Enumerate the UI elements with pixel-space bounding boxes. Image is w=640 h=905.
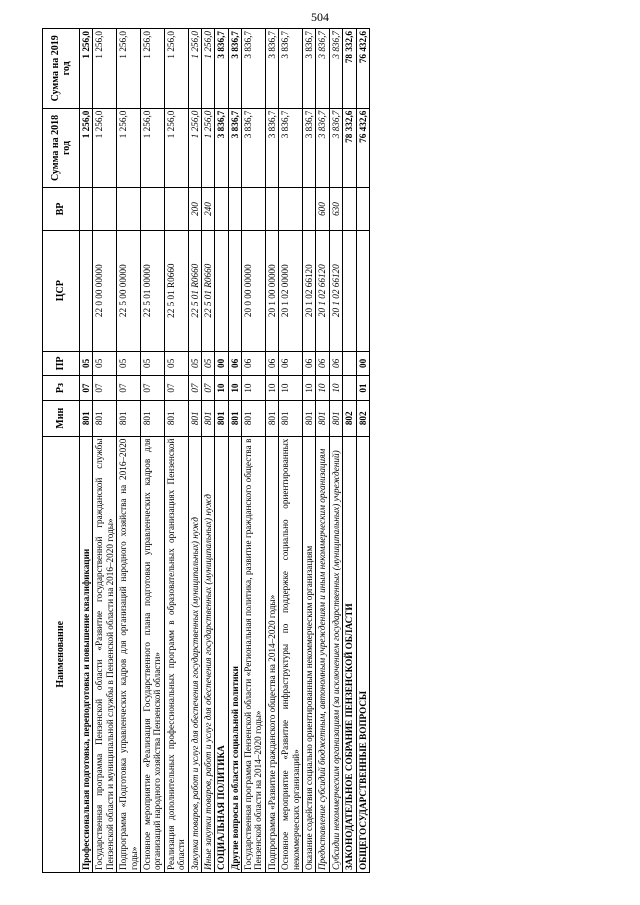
row-sum-2018: 1 256,0 — [164, 108, 188, 188]
row-sum-2018: 76 432,6 — [356, 108, 369, 188]
row-name: Государственная программа Пензенской области «Развитие государственной гражданской службы Пензенской области и муниципальной службы в Пензенской области на 2016–2020 годы» — [93, 436, 117, 872]
row-pr: 06 — [279, 351, 303, 376]
row-csr — [343, 230, 356, 351]
row-csr — [356, 230, 369, 351]
row-pr: 05 — [140, 351, 164, 376]
header-min: Мин — [43, 400, 80, 436]
row-pr: 05 — [80, 351, 93, 376]
table-row — [265, 29, 278, 873]
row-sum-2019: 3 836,7 — [316, 29, 329, 109]
table-body — [80, 29, 370, 873]
row-sum-2019: 1 256,0 — [201, 29, 214, 109]
row-min: 801 — [242, 400, 266, 436]
row-vr — [140, 188, 164, 231]
table-row — [117, 29, 141, 873]
row-sum-2019: 1 256,0 — [117, 29, 141, 109]
row-csr: 20 1 02 66120 — [303, 230, 316, 351]
header-row — [43, 29, 80, 873]
row-min: 801 — [215, 400, 228, 436]
row-sum-2018: 3 836,7 — [303, 108, 316, 188]
row-rz: 10 — [228, 376, 241, 401]
row-pr: 06 — [329, 351, 342, 376]
row-csr — [80, 230, 93, 351]
row-rz: 07 — [93, 376, 117, 401]
row-rz: 10 — [329, 376, 342, 401]
row-name: Иные закупки товаров, работ и услуг для обеспечения государственных (муниципальных) нужд — [201, 436, 214, 872]
row-sum-2018: 1 256,0 — [201, 108, 214, 188]
row-pr: 06 — [242, 351, 266, 376]
row-min: 801 — [303, 400, 316, 436]
row-csr: 20 1 00 00000 — [265, 230, 278, 351]
table-row — [80, 29, 93, 873]
row-sum-2018: 1 256,0 — [93, 108, 117, 188]
page-number: 504 — [311, 10, 329, 24]
row-sum-2019: 3 836,7 — [329, 29, 342, 109]
row-rz: 07 — [164, 376, 188, 401]
row-rz — [343, 376, 356, 401]
row-csr: 20 1 02 66120 — [329, 230, 342, 351]
row-rz: 10 — [215, 376, 228, 401]
row-vr — [279, 188, 303, 231]
row-sum-2019: 3 836,7 — [215, 29, 228, 109]
row-vr — [356, 188, 369, 231]
row-min: 801 — [316, 400, 329, 436]
table-row — [93, 29, 117, 873]
row-min: 801 — [279, 400, 303, 436]
row-pr: 06 — [228, 351, 241, 376]
row-sum-2018: 1 256,0 — [140, 108, 164, 188]
row-sum-2019: 78 332,6 — [343, 29, 356, 109]
row-sum-2018: 3 836,7 — [265, 108, 278, 188]
row-csr: 22 5 01 R0660 — [188, 230, 201, 351]
row-rz: 01 — [356, 376, 369, 401]
row-min: 801 — [329, 400, 342, 436]
row-sum-2019: 1 256,0 — [93, 29, 117, 109]
table-row — [303, 29, 316, 873]
row-sum-2018: 3 836,7 — [228, 108, 241, 188]
row-pr: 05 — [93, 351, 117, 376]
row-rz: 10 — [316, 376, 329, 401]
row-pr: 05 — [164, 351, 188, 376]
row-rz: 10 — [242, 376, 266, 401]
row-pr: 06 — [265, 351, 278, 376]
row-sum-2019: 76 432,6 — [356, 29, 369, 109]
row-vr — [164, 188, 188, 231]
row-csr — [215, 230, 228, 351]
row-name: Реализация дополнительных профессиональных программ в образовательных организациях Пензенской области — [164, 436, 188, 872]
row-sum-2018: 3 836,7 — [316, 108, 329, 188]
row-csr: 22 5 01 R0660 — [164, 230, 188, 351]
row-sum-2019: 1 256,0 — [140, 29, 164, 109]
row-name: Основное мероприятие «Реализация Государственного плана подготовки управленческих кадров для организаций народного хозяйства Пензенской области» — [140, 436, 164, 872]
row-pr: 00 — [356, 351, 369, 376]
row-pr: 06 — [303, 351, 316, 376]
row-sum-2018: 1 256,0 — [117, 108, 141, 188]
row-min: 802 — [356, 400, 369, 436]
row-csr: 20 0 00 00000 — [242, 230, 266, 351]
row-rz: 07 — [140, 376, 164, 401]
row-vr — [228, 188, 241, 231]
row-sum-2019: 1 256,0 — [164, 29, 188, 109]
header-vr: ВР — [43, 188, 80, 231]
row-pr: 06 — [316, 351, 329, 376]
row-csr: 20 1 02 00000 — [279, 230, 303, 351]
row-vr — [117, 188, 141, 231]
row-csr — [228, 230, 241, 351]
row-rz: 07 — [80, 376, 93, 401]
row-pr: 05 — [188, 351, 201, 376]
row-sum-2019: 1 256,0 — [188, 29, 201, 109]
row-name: Подпрограмма «Подготовка управленческих кадров для организаций народного хозяйства на 2016–2020 годы» — [117, 436, 141, 872]
row-vr: 240 — [201, 188, 214, 231]
row-vr — [343, 188, 356, 231]
row-rz: 07 — [201, 376, 214, 401]
row-name: Подпрограмма «Развитие гражданского общества на 2014–2020 годы» — [265, 436, 278, 872]
row-sum-2018: 3 836,7 — [242, 108, 266, 188]
table-row — [188, 29, 201, 873]
row-min: 801 — [265, 400, 278, 436]
row-name: Основное мероприятие «Развитие инфраструктуры по поддержке социально ориентированных некоммерческих организаций» — [279, 436, 303, 872]
table-row — [279, 29, 303, 873]
row-vr: 630 — [329, 188, 342, 231]
row-sum-2018: 78 332,6 — [343, 108, 356, 188]
header-csr: ЦСР — [43, 230, 80, 351]
header-sum-2019: Сумма на 2019 год — [43, 29, 80, 109]
row-name: ЗАКОНОДАТЕЛЬНОЕ СОБРАНИЕ ПЕНЗЕНСКОЙ ОБЛАСТИ — [343, 436, 356, 872]
row-rz: 07 — [117, 376, 141, 401]
table-row — [164, 29, 188, 873]
row-csr: 22 0 00 00000 — [93, 230, 117, 351]
row-min: 801 — [93, 400, 117, 436]
row-sum-2018: 1 256,0 — [188, 108, 201, 188]
table-row — [228, 29, 241, 873]
row-min: 801 — [80, 400, 93, 436]
row-name: Профессиональная подготовка, переподготовка и повышение квалификации — [80, 436, 93, 872]
row-name: Государственная программа Пензенской области «Региональная политика, развитие гражданского общества в Пензенской области на 2014–2020 годы» — [242, 436, 266, 872]
row-pr: 05 — [117, 351, 141, 376]
row-pr — [343, 351, 356, 376]
row-pr: 05 — [201, 351, 214, 376]
row-name: СОЦИАЛЬНАЯ ПОЛИТИКА — [215, 436, 228, 872]
row-vr — [303, 188, 316, 231]
table-row — [329, 29, 342, 873]
row-rz: 07 — [188, 376, 201, 401]
table-row — [343, 29, 356, 873]
row-min: 801 — [201, 400, 214, 436]
table-row — [140, 29, 164, 873]
row-sum-2019: 3 836,7 — [265, 29, 278, 109]
row-sum-2018: 3 836,7 — [215, 108, 228, 188]
row-vr — [80, 188, 93, 231]
row-csr: 20 1 02 66120 — [316, 230, 329, 351]
row-csr: 22 5 01 R0660 — [201, 230, 214, 351]
header-rz: Рз — [43, 376, 80, 401]
row-sum-2018: 1 256,0 — [80, 108, 93, 188]
row-vr — [242, 188, 266, 231]
row-min: 801 — [117, 400, 141, 436]
row-min: 801 — [164, 400, 188, 436]
row-sum-2019: 1 256,0 — [80, 29, 93, 109]
table-row — [201, 29, 214, 873]
row-name: Закупка товаров, работ и услуг для обеспечения государственных (муниципальных) нужд — [188, 436, 201, 872]
row-min: 801 — [140, 400, 164, 436]
table-row — [215, 29, 228, 873]
row-name: Другие вопросы в области социальной политики — [228, 436, 241, 872]
row-name: ОБЩЕГОСУДАРСТВЕННЫЕ ВОПРОСЫ — [356, 436, 369, 872]
row-rz: 10 — [265, 376, 278, 401]
table-row — [356, 29, 369, 873]
row-name: Субсидии некоммерческим организациям (за исключением государственных (муниципальных) учреждений) — [329, 436, 342, 872]
header-name: Наименование — [43, 436, 80, 872]
row-vr — [265, 188, 278, 231]
row-sum-2019: 3 836,7 — [279, 29, 303, 109]
row-pr: 00 — [215, 351, 228, 376]
row-sum-2018: 3 836,7 — [329, 108, 342, 188]
row-sum-2018: 3 836,7 — [279, 108, 303, 188]
row-min: 801 — [188, 400, 201, 436]
row-sum-2019: 3 836,7 — [242, 29, 266, 109]
row-rz: 10 — [303, 376, 316, 401]
row-sum-2019: 3 836,7 — [228, 29, 241, 109]
table-row — [316, 29, 329, 873]
table-row — [242, 29, 266, 873]
row-vr: 200 — [188, 188, 201, 231]
row-name: Оказание содействия социально ориентированным некоммерческим организациям — [303, 436, 316, 872]
budget-table — [42, 28, 370, 873]
row-sum-2019: 3 836,7 — [303, 29, 316, 109]
row-vr — [215, 188, 228, 231]
row-csr: 22 5 00 00000 — [117, 230, 141, 351]
row-vr: 600 — [316, 188, 329, 231]
row-min: 801 — [228, 400, 241, 436]
row-csr: 22 5 01 00000 — [140, 230, 164, 351]
rotated-page — [42, 28, 597, 873]
header-pr: ПР — [43, 351, 80, 376]
row-vr — [93, 188, 117, 231]
row-name: Предоставление субсидий бюджетным, автономным учреждениям и иным некоммерческим организациям — [316, 436, 329, 872]
header-sum-2018: Сумма на 2018 год — [43, 108, 80, 188]
row-min: 802 — [343, 400, 356, 436]
row-rz: 10 — [279, 376, 303, 401]
